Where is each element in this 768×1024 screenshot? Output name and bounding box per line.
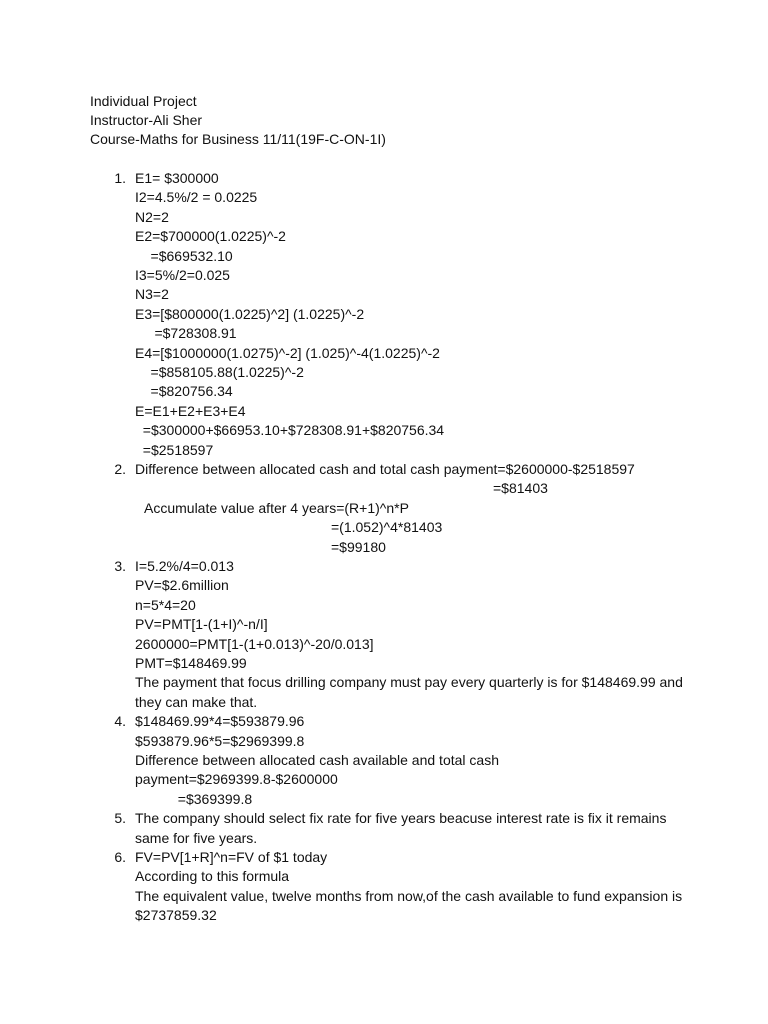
list-number-2: 2. [114, 461, 126, 477]
q1-line: E3=[$800000(1.0225)^2] (1.0225)^-2 [135, 305, 365, 322]
list-number-4: 4. [114, 713, 126, 730]
q4-line: payment=$2969399.8-$2600000 [135, 771, 338, 788]
q1-line: =$858105.88(1.0225)^-2 [135, 364, 304, 380]
q4-line: Difference between allocated cash available and total cash [135, 752, 499, 768]
q1-line: N2=2 [135, 208, 169, 225]
q4-line: =$369399.8 [135, 790, 253, 807]
q3-line: they can make that. [135, 693, 258, 710]
q2-line: =(1.052)^4*81403 [331, 519, 443, 536]
q1-line: I3=5%/2=0.025 [135, 267, 230, 283]
q3-line: 2600000=PMT[1-(1+0.013)^-20/0.013] [135, 635, 374, 652]
q1-line: E=E1+E2+E3+E4 [135, 402, 246, 419]
q2-line: Difference between allocated cash and total cash payment=$2600000-$2518597 [135, 461, 635, 477]
q1-line: N3=2 [135, 286, 169, 303]
q2-line: =$81403 [493, 480, 548, 497]
list-number-5: 5. [114, 810, 126, 827]
document-title: Individual Project [90, 93, 197, 109]
q2-line: =$99180 [331, 538, 386, 555]
list-number-6: 6. [114, 849, 126, 865]
q3-line: PMT=$148469.99 [135, 655, 247, 671]
q6-line: According to this formula [135, 868, 290, 885]
q6-line: $2737859.32 [135, 907, 217, 924]
q1-line: =$728308.91 [135, 325, 237, 342]
list-number-1: 1. [114, 170, 126, 186]
q3-line: n=5*4=20 [135, 596, 196, 613]
q1-line: =$2518597 [135, 441, 214, 458]
instructor-line: Instructor-Ali Sher [90, 112, 203, 128]
q6-line: FV=PV[1+R]^n=FV of $1 today [135, 849, 328, 865]
q2-line: Accumulate value after 4 years=(R+1)^n*P [144, 499, 409, 516]
q1-line: E4=[$1000000(1.0275)^-2] (1.025)^-4(1.0225)^-2 [135, 344, 440, 361]
q1-line: I2=4.5%/2 = 0.0225 [135, 189, 258, 206]
course-line: Course-Maths for Business 11/11(19F-C-ON-1I) [90, 131, 386, 147]
q1-line: E1= $300000 [135, 170, 219, 186]
q6-line: The equivalent value, twelve months from now,of the cash available to fund expansion is [135, 887, 683, 904]
q3-line: The payment that focus drilling company must pay every quarterly is for $148469.99 and [135, 674, 683, 691]
q5-line: The company should select fix rate for five years beacuse interest rate is fix it remains [135, 810, 667, 827]
q4-line: $593879.96*5=$2969399.8 [135, 732, 305, 749]
q1-line: =$820756.34 [135, 383, 233, 400]
list-number-3: 3. [114, 558, 126, 574]
q4-line: $148469.99*4=$593879.96 [135, 713, 305, 730]
q1-line: E2=$700000(1.0225)^-2 [135, 228, 286, 245]
q5-line: same for five years. [135, 829, 258, 846]
q1-line: =$669532.10 [135, 247, 233, 264]
q1-line: =$300000+$66953.10+$728308.91+$820756.34 [135, 422, 445, 439]
q3-line: I=5.2%/4=0.013 [135, 558, 234, 574]
q3-line: PV=$2.6million [135, 577, 229, 594]
q3-line: PV=PMT[1-(1+I)^-n/I] [135, 616, 268, 633]
